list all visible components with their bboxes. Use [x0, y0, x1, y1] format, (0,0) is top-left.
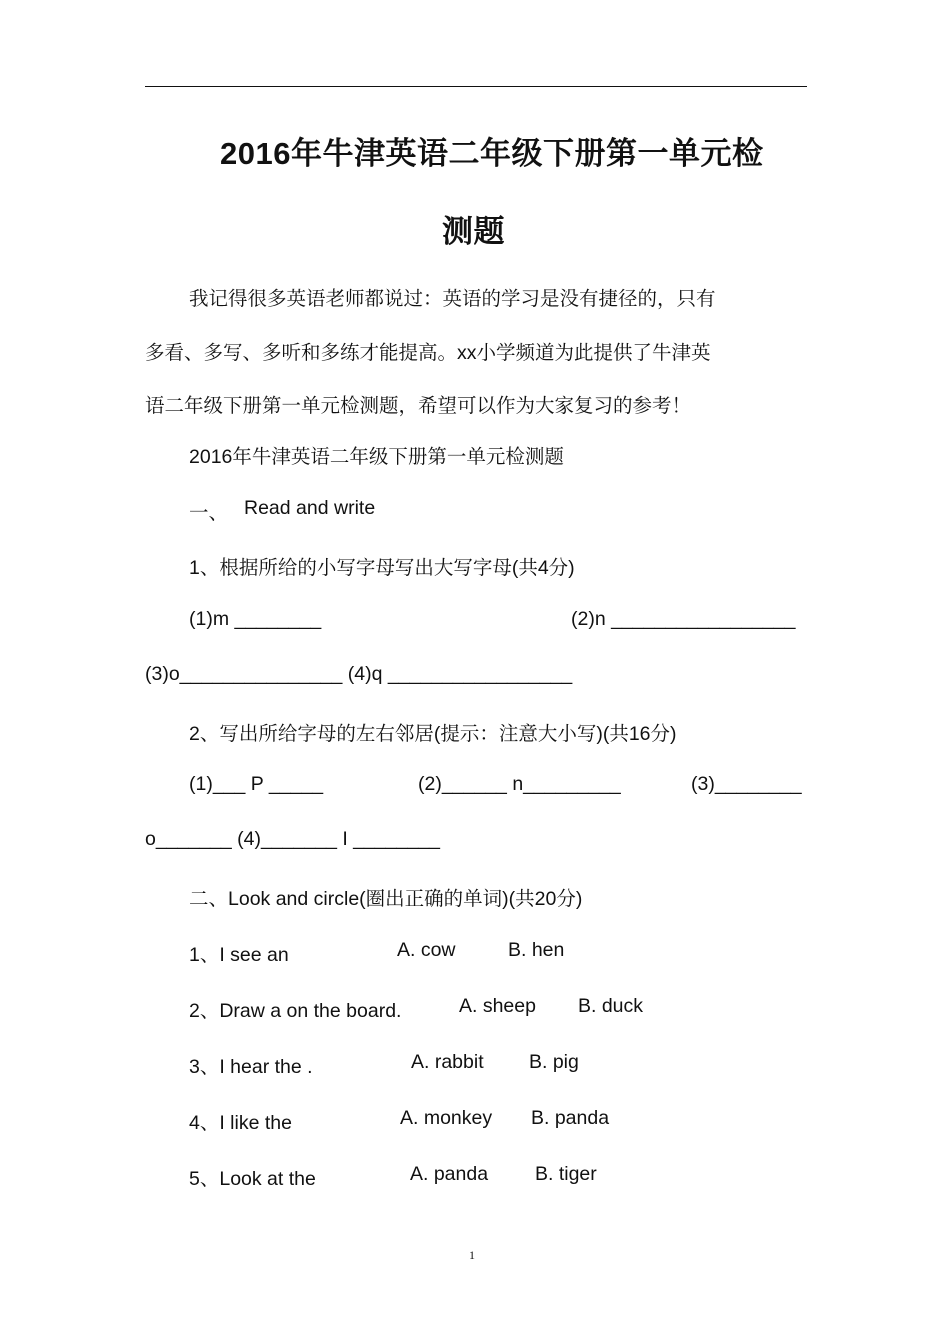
intro-line-1: 我记得很多英语老师都说过：英语的学习是没有捷径的，只有 — [189, 288, 716, 310]
s2-item-5-question: 5、Look at the — [189, 1168, 316, 1190]
q2-row1-c: (3)________ — [691, 773, 802, 795]
q2-prompt: 2、写出所给字母的左右邻居(提示：注意大小写)(共16分) — [189, 723, 677, 745]
s2-item-2-option-b: B. duck — [578, 995, 644, 1017]
page-number: 1 — [469, 1248, 475, 1262]
s2-item-5-option-b: B. tiger — [535, 1163, 597, 1185]
s2-item-1-option-b: B. hen — [508, 939, 565, 961]
title-line-1: 2016年牛津英语二年级下册第一单元检 — [220, 136, 764, 171]
section1-heading-text: Read and write — [244, 497, 376, 519]
section1-heading-num: 一、 — [189, 502, 229, 524]
q1-row2: (3)o_______________ (4)q _________________ — [145, 663, 573, 685]
intro-line-2: 多看、多写、多听和多练才能提高。xx小学频道为此提供了牛津英 — [145, 342, 711, 364]
header-rule — [145, 86, 807, 87]
q1-row1-a: (1)m ________ — [189, 608, 322, 630]
s2-item-2-option-a: A. sheep — [459, 995, 536, 1017]
q2-row1-a: (1)___ P _____ — [189, 773, 324, 795]
q2-row2: o_______ (4)_______ I ________ — [145, 828, 440, 850]
s2-item-3-question: 3、I hear the . — [189, 1056, 313, 1078]
subtitle: 2016年牛津英语二年级下册第一单元检测题 — [189, 446, 564, 468]
q2-row1-b: (2)______ n_________ — [418, 773, 621, 795]
s2-item-2-question: 2、Draw a on the board. — [189, 1000, 402, 1022]
s2-item-4-option-b: B. panda — [531, 1107, 610, 1129]
s2-item-4-option-a: A. monkey — [400, 1107, 493, 1129]
intro-line-3: 语二年级下册第一单元检测题，希望可以作为大家复习的参考！ — [145, 395, 692, 417]
s2-item-1-question: 1、I see an — [189, 944, 289, 966]
title-line-2: 测题 — [442, 214, 505, 249]
s2-item-3-option-b: B. pig — [529, 1051, 579, 1073]
s2-item-1-option-a: A. cow — [397, 939, 456, 961]
s2-item-3-option-a: A. rabbit — [411, 1051, 484, 1073]
s2-item-4-question: 4、I like the — [189, 1112, 292, 1134]
q1-prompt: 1、根据所给的小写字母写出大写字母(共4分) — [189, 557, 575, 579]
q1-row1-b: (2)n _________________ — [571, 608, 796, 630]
s2-item-5-option-a: A. panda — [410, 1163, 489, 1185]
section2-heading: 二、Look and circle(圈出正确的单词)(共20分) — [189, 888, 583, 910]
